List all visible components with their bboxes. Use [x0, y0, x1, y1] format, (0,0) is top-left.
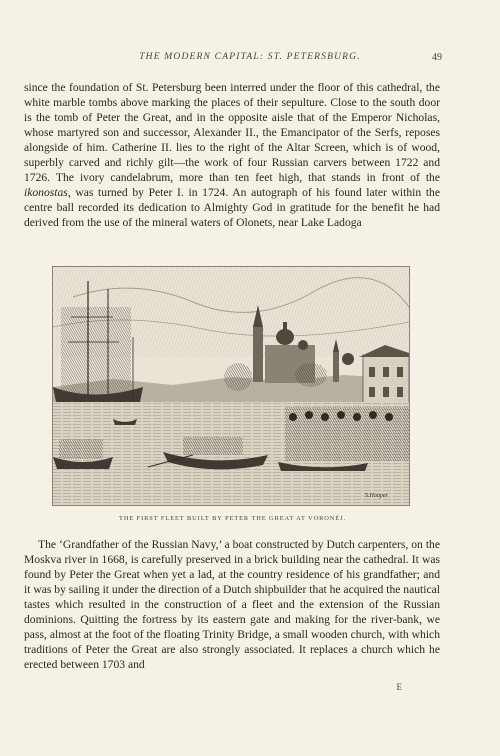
engraving-illustration	[52, 266, 410, 506]
running-head: THE MODERN CAPITAL: ST. PETERSBURG.	[139, 52, 361, 62]
artist-signature: S.Hooper	[365, 493, 388, 499]
signature-mark: E	[396, 682, 402, 692]
paragraph-1-italic-term: ikonostas	[24, 186, 68, 199]
engraving-drawing	[53, 267, 409, 505]
figure-caption: THE FIRST FLEET BUILT BY PETER THE GREAT AT VORONÉJ.	[119, 515, 346, 522]
paragraph-2: The ‘Grandfather of the Russian Navy,’ a boat constructed by Dutch carpenters, on the Moskva river in 1668, is carefully preserved in a brick building near the cathedral. It was found by Peter the Great when yet a lad, at the country residence of his grandfather; and it was by sailing it under the direction of a Dutch shipbuilder that he acquired the nautical tastes which resulted in the construction of a fleet and the extension of the Russian dominions. Quitting the fortress by its eastern gate and making for the river-bank, we pass, almost at the foot of the floating Trinity Bridge, a small wooden church, with which traditions of Peter the Great are also strongly associated. It replaces a church which he erected between 1703 and	[24, 538, 440, 671]
page-number: 49	[432, 52, 442, 63]
paragraph-1	[24, 80, 440, 230]
crowd-on-bank	[285, 407, 409, 461]
paragraph-1-text-a: since the foundation of St. Petersburg been interred under the floor of this cathedral, the white marble tombs above marking the places of their sepulture. Close to the south door is the tomb of Peter the Great, and in the opposite aisle that of the Emperor Nicholas, whose martyred son and successor, Alexander II., the Emancipator of the Serfs, reposes alongside of him. Catherine II. lies to the right of the Altar Screen, which is of wood, superbly carved and richly gilt—the work of four Russian carvers between 1722 and 1726. The ivory candelabrum, more than ten feet high, that stands in front of the	[24, 81, 440, 184]
paragraph-1-text-b: , was turned by Peter I. in 1724. An autograph of his found later within the centre ball recorded its dedication to Almighty God in gratitude for the benefit he had derived from the use of the mineral waters of Olonets, near Lake Ladoga	[24, 186, 440, 229]
